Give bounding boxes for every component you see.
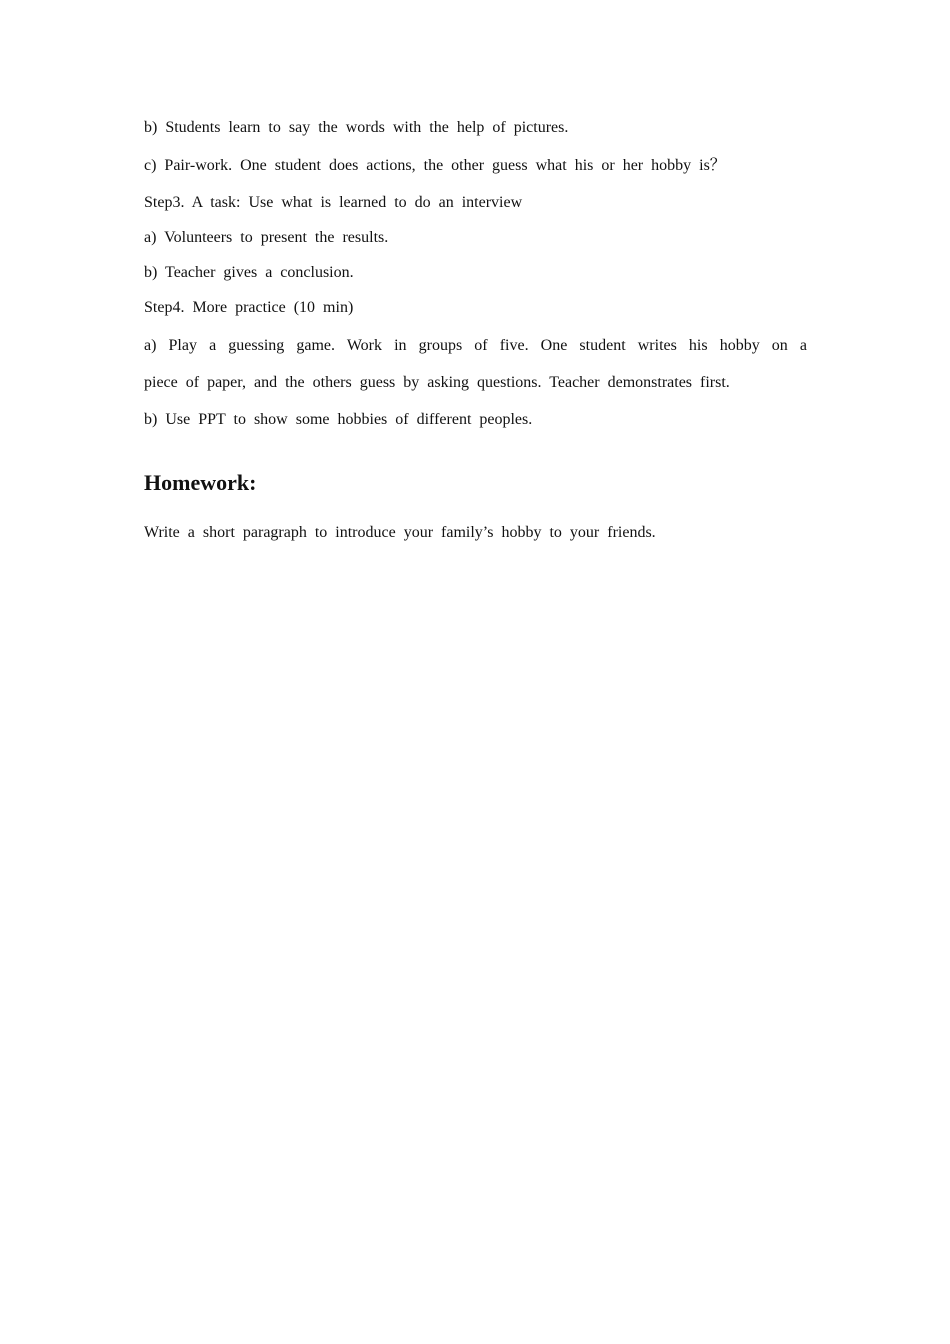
- homework-text: Write a short paragraph to introduce your family’s hobby to your friends.: [144, 524, 656, 541]
- step3-line-a: a) Volunteers to present the results.: [144, 229, 389, 246]
- activity-line-c-pairwork: c) Pair-work. One student does actions, the other guess what his or her hobby is？: [144, 157, 726, 174]
- step4-heading: Step4. More practice (10 min): [144, 299, 354, 316]
- activity-line-b-students: b) Students learn to say the words with the help of pictures.: [144, 119, 569, 136]
- step4-line-a: a) Play a guessing game. Work in groups of five. One student writes his hobby on a: [144, 337, 807, 354]
- step3-heading: Step3. A task: Use what is learned to do an interview: [144, 194, 523, 211]
- homework-heading: Homework:: [144, 470, 257, 495]
- step4-line-a-continued: piece of paper, and the others guess by asking questions. Teacher demonstrates first.: [144, 374, 730, 391]
- step3-line-b: b) Teacher gives a conclusion.: [144, 264, 354, 281]
- step4-line-b: b) Use PPT to show some hobbies of different peoples.: [144, 411, 533, 428]
